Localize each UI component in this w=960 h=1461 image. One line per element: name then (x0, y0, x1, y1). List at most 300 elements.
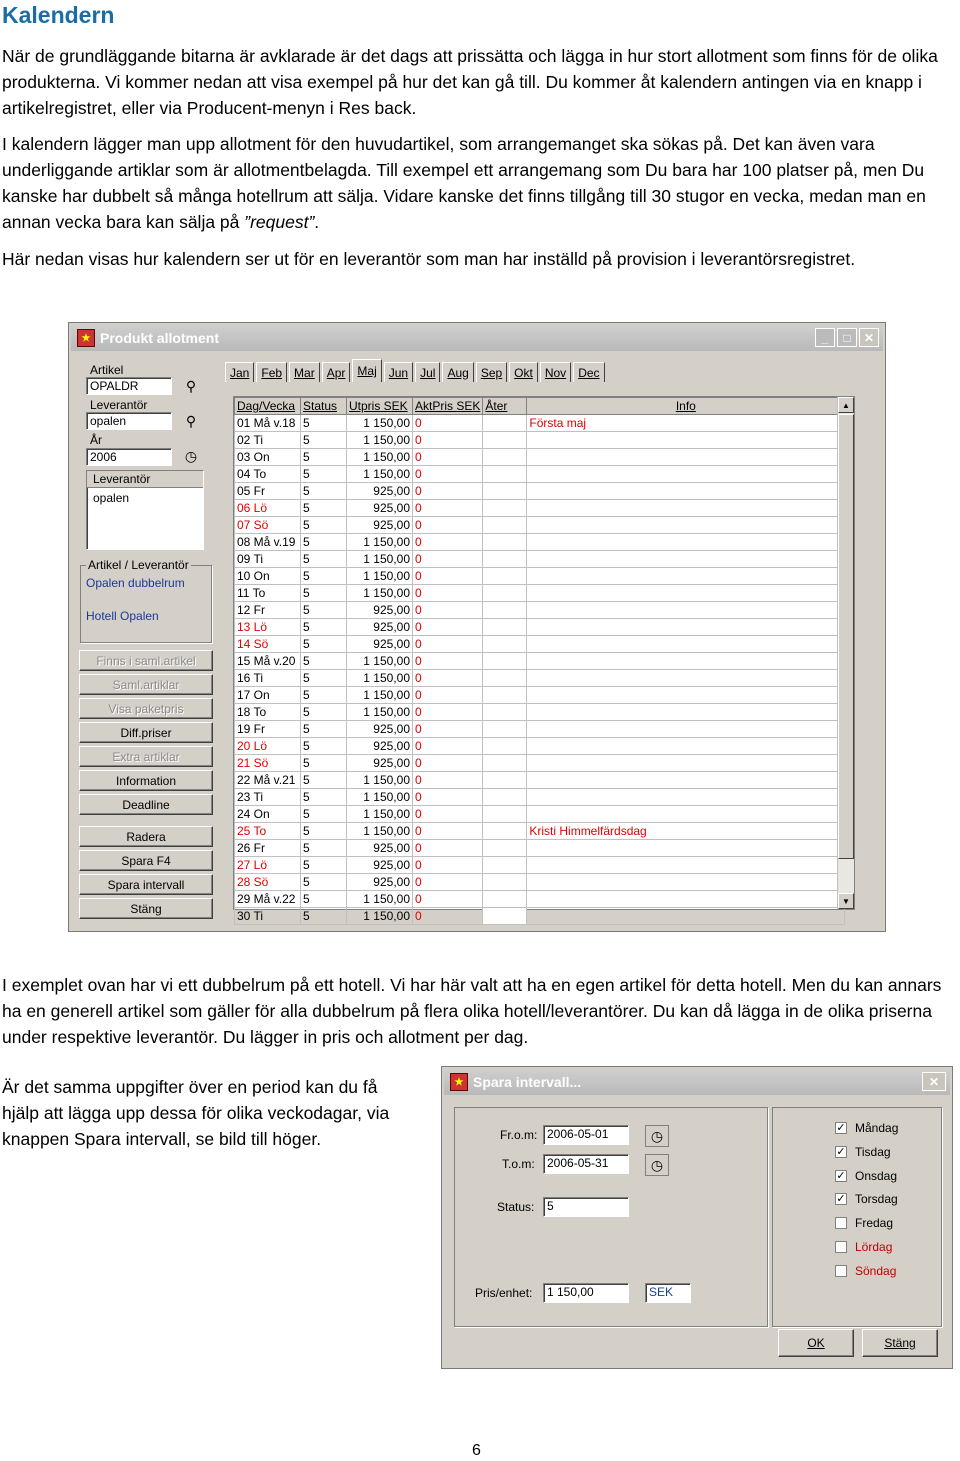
dialog-titlebar[interactable] (444, 1069, 950, 1095)
table-cell[interactable] (483, 483, 527, 500)
table-cell[interactable]: 5 (301, 806, 347, 823)
column-header[interactable]: Info (527, 398, 845, 415)
table-row[interactable] (235, 415, 845, 432)
table-cell[interactable]: 1 150,00 (347, 568, 413, 585)
table-cell[interactable]: 24 On (235, 806, 301, 823)
table-cell[interactable]: 1 150,00 (347, 789, 413, 806)
table-cell[interactable] (527, 687, 845, 704)
table-cell[interactable]: 0 (413, 653, 483, 670)
leverantor-list[interactable] (86, 470, 204, 550)
table-cell[interactable] (483, 449, 527, 466)
group-title: Artikel / Leverantör (88, 558, 189, 572)
table-cell[interactable]: 0 (413, 823, 483, 840)
weekday-checkbox[interactable] (835, 1216, 893, 1230)
table-row[interactable] (235, 908, 845, 925)
table-cell[interactable] (483, 534, 527, 551)
table-row[interactable] (235, 568, 845, 585)
table-row[interactable] (235, 466, 845, 483)
table-cell[interactable]: 0 (413, 874, 483, 891)
table-cell[interactable] (483, 653, 527, 670)
table-row[interactable] (235, 534, 845, 551)
table-cell[interactable] (483, 840, 527, 857)
table-cell[interactable]: 0 (413, 500, 483, 517)
table-cell[interactable]: 09 Ti (235, 551, 301, 568)
table-cell[interactable]: 1 150,00 (347, 551, 413, 568)
table-cell[interactable] (483, 908, 527, 925)
table-cell[interactable]: 5 (301, 585, 347, 602)
table-cell[interactable]: 925,00 (347, 602, 413, 619)
scroll-up-arrow[interactable]: ▲ (838, 397, 854, 413)
app-icon: ★ (450, 1073, 468, 1091)
table-cell[interactable]: 19 Fr (235, 721, 301, 738)
table-cell[interactable]: 14 Sö (235, 636, 301, 653)
price-label: Pris/enhet: (475, 1286, 533, 1300)
table-cell[interactable] (483, 432, 527, 449)
table-cell[interactable] (527, 653, 845, 670)
table-row[interactable] (235, 483, 845, 500)
checkbox-box[interactable]: ✓ (836, 1169, 846, 1182)
table-cell[interactable] (527, 806, 845, 823)
table-cell[interactable]: 5 (301, 466, 347, 483)
weekday-label: Måndag (855, 1121, 899, 1135)
table-cell[interactable]: 0 (413, 857, 483, 874)
table-cell[interactable]: 0 (413, 687, 483, 704)
table-cell[interactable]: 20 Lö (235, 738, 301, 755)
side-button[interactable]: Finns i saml.artikel (79, 650, 213, 671)
table-cell[interactable]: 0 (413, 449, 483, 466)
table-cell[interactable]: 5 (301, 874, 347, 891)
column-header[interactable]: Status (301, 398, 347, 415)
tab-month[interactable]: Jan (225, 362, 254, 382)
side-button[interactable]: Extra artiklar (79, 746, 213, 767)
table-cell[interactable]: 5 (301, 789, 347, 806)
table-cell[interactable]: 5 (301, 755, 347, 772)
table-cell[interactable]: 5 (301, 738, 347, 755)
table-cell[interactable]: 28 Sö (235, 874, 301, 891)
table-cell[interactable] (483, 415, 527, 432)
table-row[interactable] (235, 738, 845, 755)
table-cell[interactable]: 30 Ti (235, 908, 301, 925)
side-button[interactable]: Saml.artiklar (79, 674, 213, 695)
tab-month[interactable]: Maj (352, 359, 381, 382)
table-row[interactable] (235, 891, 845, 908)
table-cell[interactable]: 925,00 (347, 517, 413, 534)
allotment-grid[interactable] (233, 396, 855, 923)
leverantor-list-item[interactable]: opalen (93, 491, 130, 505)
table-cell[interactable] (483, 585, 527, 602)
table-cell[interactable]: 5 (301, 517, 347, 534)
table-cell[interactable] (527, 738, 845, 755)
table-cell[interactable]: 1 150,00 (347, 670, 413, 687)
clock-icon[interactable]: ◷ (184, 447, 198, 464)
clock-icon[interactable]: ◷ (645, 1125, 669, 1147)
table-cell[interactable]: 1 150,00 (347, 908, 413, 925)
table-cell[interactable] (527, 755, 845, 772)
close-button[interactable]: ✕ (859, 328, 879, 347)
table-row[interactable] (235, 755, 845, 772)
table-cell[interactable]: 1 150,00 (347, 585, 413, 602)
table-cell[interactable]: 0 (413, 466, 483, 483)
table-cell[interactable]: 0 (413, 517, 483, 534)
table-row[interactable] (235, 500, 845, 517)
from-date-input[interactable]: 2006-05-01 (543, 1125, 629, 1145)
table-cell[interactable]: 925,00 (347, 755, 413, 772)
checkbox-box[interactable]: ✓ (836, 1193, 846, 1206)
table-row[interactable] (235, 432, 845, 449)
table-cell[interactable] (483, 704, 527, 721)
table-cell[interactable]: 5 (301, 432, 347, 449)
table-cell[interactable]: 02 Ti (235, 432, 301, 449)
side-button[interactable]: Diff.priser (79, 722, 213, 743)
checkbox-box[interactable] (835, 1217, 847, 1229)
table-cell[interactable] (483, 857, 527, 874)
table-cell[interactable]: 1 150,00 (347, 891, 413, 908)
table-cell[interactable]: 5 (301, 704, 347, 721)
side-button[interactable]: Radera (79, 826, 213, 847)
table-cell[interactable]: 925,00 (347, 874, 413, 891)
table-cell[interactable]: 5 (301, 670, 347, 687)
table-cell[interactable]: 15 Må v.20 (235, 653, 301, 670)
table-cell[interactable]: 5 (301, 636, 347, 653)
table-cell[interactable]: 04 To (235, 466, 301, 483)
table-cell[interactable]: 5 (301, 908, 347, 925)
weekday-label: Söndag (855, 1263, 897, 1278)
page-number: 6 (472, 1442, 481, 1459)
tab-month[interactable]: Apr (322, 362, 351, 382)
table-row[interactable] (235, 857, 845, 874)
table-row[interactable] (235, 449, 845, 466)
table-cell[interactable]: 5 (301, 483, 347, 500)
table-cell[interactable]: 5 (301, 500, 347, 517)
table-cell[interactable]: 0 (413, 755, 483, 772)
table-cell[interactable]: 5 (301, 772, 347, 789)
window-titlebar[interactable] (71, 325, 883, 351)
minimize-button[interactable]: _ (815, 328, 835, 347)
tab-month[interactable]: Okt (509, 362, 538, 382)
table-cell[interactable]: 0 (413, 840, 483, 857)
artikel-input[interactable]: OPALDR (86, 377, 172, 395)
weekday-label: Tisdag (855, 1144, 891, 1159)
table-cell[interactable] (483, 602, 527, 619)
side-button[interactable]: Information (79, 770, 213, 791)
table-cell[interactable] (527, 704, 845, 721)
side-button[interactable]: Spara F4 (79, 850, 213, 871)
maximize-button[interactable]: □ (837, 328, 857, 347)
table-cell[interactable]: 5 (301, 534, 347, 551)
table-cell[interactable]: 0 (413, 585, 483, 602)
table-cell[interactable]: 0 (413, 772, 483, 789)
table-cell[interactable]: 1 150,00 (347, 534, 413, 551)
table-cell[interactable] (527, 534, 845, 551)
table-cell[interactable]: 21 Sö (235, 755, 301, 772)
allotment-paragraph-text: I kalendern lägger man upp allotment för den huvudartikel, som arrangemanget ska sökas på. Det kan även vara underliggande artiklar som är allotmentbelagda. Till exempel ett arrangemang som Du bara har 100 platser på, men Du kanske har dubbelt så många hotellrum att sälja. Vidare kanske det finns tillgång till 30 stugor en vecka, medan man en annan vecka bara kan sälja på (2, 134, 926, 232)
table-cell[interactable]: 925,00 (347, 483, 413, 500)
table-row[interactable] (235, 636, 845, 653)
clock-icon[interactable]: ◷ (645, 1154, 669, 1176)
table-cell[interactable] (483, 670, 527, 687)
close-button[interactable]: ✕ (922, 1072, 946, 1091)
table-cell[interactable]: 5 (301, 891, 347, 908)
table-cell[interactable]: 0 (413, 602, 483, 619)
table-cell[interactable]: 11 To (235, 585, 301, 602)
table-cell[interactable] (483, 636, 527, 653)
checkbox-box[interactable]: ✓ (836, 1145, 846, 1158)
tab-month[interactable]: Aug (442, 362, 473, 382)
table-row[interactable] (235, 704, 845, 721)
tab-month[interactable]: Jun (384, 362, 413, 382)
table-cell[interactable]: 03 On (235, 449, 301, 466)
checkbox-box[interactable] (835, 1265, 847, 1277)
table-row[interactable] (235, 721, 845, 738)
side-button[interactable]: Spara intervall (79, 874, 213, 895)
table-cell[interactable] (483, 755, 527, 772)
ar-input[interactable]: 2006 (86, 448, 172, 466)
allotment-paragraph-end: . (314, 212, 320, 232)
example-paragraph: I exemplet ovan har vi ett dubbelrum på ett hotell. Vi har här valt att ha en egen artikel för detta hotell. Men du kan annars ha en generell artikel som gäller för alla dubbelrum på flera olika hotell/leverantörer. Du kan då lägga in de olika priserna under respektive leverantör. Du lägger in pris och allotment per dag. (2, 975, 942, 1047)
column-header[interactable]: AktPris SEK (413, 398, 483, 415)
table-cell[interactable] (483, 806, 527, 823)
table-cell[interactable] (483, 874, 527, 891)
table-cell[interactable]: 5 (301, 687, 347, 704)
table-cell[interactable] (527, 619, 845, 636)
table-row[interactable] (235, 653, 845, 670)
to-date-input[interactable]: 2006-05-31 (543, 1154, 629, 1174)
ar-label: År (90, 433, 102, 447)
status-label: Status: (497, 1200, 535, 1214)
column-header[interactable]: Dag/Vecka (235, 398, 301, 415)
leverantor-input[interactable]: opalen (86, 412, 172, 430)
price-input[interactable]: 1 150,00 (543, 1283, 629, 1303)
weekday-checkbox[interactable] (835, 1169, 897, 1183)
table-cell[interactable] (527, 500, 845, 517)
table-cell[interactable]: 0 (413, 415, 483, 432)
table-cell[interactable]: 5 (301, 449, 347, 466)
table-cell[interactable]: 5 (301, 857, 347, 874)
table-cell[interactable]: 0 (413, 483, 483, 500)
tab-month[interactable]: Dec (573, 362, 604, 382)
table-cell[interactable] (527, 908, 845, 925)
tab-month[interactable]: Sep (476, 362, 507, 382)
table-cell[interactable]: 12 Fr (235, 602, 301, 619)
table-row[interactable] (235, 772, 845, 789)
table-cell[interactable] (483, 619, 527, 636)
table-cell[interactable] (483, 789, 527, 806)
table-cell[interactable]: 1 150,00 (347, 823, 413, 840)
side-button[interactable]: Deadline (79, 794, 213, 815)
table-cell[interactable] (527, 466, 845, 483)
table-cell[interactable]: 925,00 (347, 857, 413, 874)
table-cell[interactable] (527, 483, 845, 500)
table-cell[interactable]: 925,00 (347, 721, 413, 738)
table-cell[interactable]: 0 (413, 806, 483, 823)
table-cell[interactable]: Kristi Himmelfärdsdag (527, 823, 845, 840)
weekday-checkbox[interactable] (835, 1240, 892, 1254)
page-heading: Kalendern (2, 2, 115, 28)
table-cell[interactable]: 5 (301, 653, 347, 670)
table-cell[interactable]: 0 (413, 551, 483, 568)
table-cell[interactable]: 06 Lö (235, 500, 301, 517)
scroll-thumb[interactable] (838, 414, 854, 859)
table-cell[interactable]: 0 (413, 568, 483, 585)
table-cell[interactable]: 1 150,00 (347, 449, 413, 466)
table-row[interactable] (235, 789, 845, 806)
table-cell[interactable]: 0 (413, 670, 483, 687)
status-input[interactable]: 5 (543, 1197, 629, 1217)
table-cell[interactable] (483, 551, 527, 568)
table-row[interactable] (235, 602, 845, 619)
tab-month[interactable]: Mar (289, 362, 320, 382)
table-cell[interactable] (483, 466, 527, 483)
table-cell[interactable]: Första maj (527, 415, 845, 432)
table-cell[interactable]: 22 Må v.21 (235, 772, 301, 789)
tab-month[interactable]: Jul (415, 362, 440, 382)
table-cell[interactable] (483, 517, 527, 534)
table-cell[interactable] (527, 517, 845, 534)
table-cell[interactable]: 0 (413, 721, 483, 738)
table-cell[interactable]: 1 150,00 (347, 653, 413, 670)
table-cell[interactable]: 0 (413, 534, 483, 551)
weekday-checkbox[interactable] (835, 1121, 898, 1135)
table-row[interactable] (235, 840, 845, 857)
table-cell[interactable] (527, 874, 845, 891)
table-cell[interactable]: 1 150,00 (347, 806, 413, 823)
vertical-scrollbar[interactable] (837, 397, 854, 909)
interval-paragraph: Är det samma uppgifter över en period kan du få hjälp att lägga upp dessa för olika veckodagar, via knappen Spara intervall, se bild till höger. (2, 1077, 390, 1149)
table-cell[interactable]: 26 Fr (235, 840, 301, 857)
table-cell[interactable] (527, 721, 845, 738)
binoculars-icon[interactable]: ⚲ (185, 377, 197, 394)
table-cell[interactable]: 5 (301, 619, 347, 636)
table-cell[interactable]: 0 (413, 891, 483, 908)
ok-button[interactable]: OK (778, 1329, 854, 1357)
app-icon: ★ (77, 329, 95, 347)
table-cell[interactable]: 925,00 (347, 840, 413, 857)
table-cell[interactable]: 23 Ti (235, 789, 301, 806)
table-cell[interactable] (527, 891, 845, 908)
checkbox-box[interactable] (835, 1241, 847, 1253)
binoculars-icon[interactable]: ⚲ (185, 412, 197, 429)
table-cell[interactable]: 1 150,00 (347, 466, 413, 483)
table-row[interactable] (235, 517, 845, 534)
side-button[interactable]: Visa paketpris (79, 698, 213, 719)
column-header[interactable]: Utpris SEK (347, 398, 413, 415)
scroll-down-arrow[interactable]: ▼ (838, 893, 854, 909)
weekday-checkbox[interactable] (835, 1264, 896, 1278)
table-cell[interactable] (483, 772, 527, 789)
table-cell[interactable]: 5 (301, 602, 347, 619)
table-cell[interactable] (527, 585, 845, 602)
table-cell[interactable]: 0 (413, 704, 483, 721)
table-cell[interactable]: 1 150,00 (347, 415, 413, 432)
table-cell[interactable]: 25 To (235, 823, 301, 840)
table-cell[interactable]: 0 (413, 432, 483, 449)
table-row[interactable] (235, 670, 845, 687)
checkbox-box[interactable]: ✓ (836, 1122, 846, 1134)
table-cell[interactable]: 10 On (235, 568, 301, 585)
table-cell[interactable]: 27 Lö (235, 857, 301, 874)
weekday-label: Onsdag (855, 1168, 898, 1183)
table-cell[interactable]: 08 Må v.19 (235, 534, 301, 551)
table-cell[interactable]: 07 Sö (235, 517, 301, 534)
table-cell[interactable]: 5 (301, 415, 347, 432)
table-cell[interactable] (483, 823, 527, 840)
table-row[interactable] (235, 551, 845, 568)
table-cell[interactable] (483, 891, 527, 908)
table-cell[interactable]: 1 150,00 (347, 687, 413, 704)
table-cell[interactable] (483, 687, 527, 704)
intro-paragraph: När de grundläggande bitarna är avklarade är det dags att prissätta och lägga in hur stort allotment som finns för de olika produkterna. Vi kommer nedan att visa exempel på hur det kan gå till. Du kommer åt kalendern antingen via en knapp i artikelregistret, eller via Producent-menyn i Res back. (2, 46, 938, 118)
table-cell[interactable]: 0 (413, 619, 483, 636)
tab-month[interactable]: Nov (540, 362, 571, 382)
table-cell[interactable]: 13 Lö (235, 619, 301, 636)
table-cell[interactable]: 0 (413, 789, 483, 806)
table-cell[interactable] (527, 432, 845, 449)
table-cell[interactable]: 05 Fr (235, 483, 301, 500)
table-cell[interactable]: 0 (413, 636, 483, 653)
table-cell[interactable]: 5 (301, 823, 347, 840)
table-cell[interactable] (527, 857, 845, 874)
table-row[interactable] (235, 823, 845, 840)
table-cell[interactable]: 16 Ti (235, 670, 301, 687)
table-cell[interactable] (527, 670, 845, 687)
table-cell[interactable] (527, 568, 845, 585)
table-cell[interactable]: 0 (413, 738, 483, 755)
table-cell[interactable]: 925,00 (347, 619, 413, 636)
side-button[interactable]: Stäng (79, 898, 213, 919)
table-cell[interactable]: 5 (301, 840, 347, 857)
table-cell[interactable] (483, 568, 527, 585)
table-cell[interactable] (483, 738, 527, 755)
table-cell[interactable]: 1 150,00 (347, 772, 413, 789)
table-cell[interactable]: 925,00 (347, 636, 413, 653)
table-cell[interactable]: 18 To (235, 704, 301, 721)
table-cell[interactable]: 01 Må v.18 (235, 415, 301, 432)
table-cell[interactable]: 5 (301, 721, 347, 738)
table-cell[interactable]: 5 (301, 551, 347, 568)
table-cell[interactable] (527, 789, 845, 806)
table-cell[interactable]: 925,00 (347, 500, 413, 517)
table-cell[interactable]: 5 (301, 568, 347, 585)
table-row[interactable] (235, 619, 845, 636)
close-dialog-button[interactable]: Stäng (862, 1329, 938, 1357)
table-row[interactable] (235, 874, 845, 891)
table-cell[interactable] (527, 449, 845, 466)
table-cell[interactable]: 1 150,00 (347, 432, 413, 449)
table-row[interactable] (235, 687, 845, 704)
allotment-paragraph (2, 131, 957, 235)
column-header[interactable]: Åter (483, 398, 527, 415)
from-label: Fr.o.m: (500, 1128, 538, 1142)
table-cell[interactable]: 1 150,00 (347, 704, 413, 721)
table-cell[interactable] (483, 721, 527, 738)
table-cell[interactable]: 0 (413, 908, 483, 925)
weekday-checkbox[interactable] (835, 1145, 891, 1159)
table-row[interactable] (235, 806, 845, 823)
to-label: T.o.m: (502, 1157, 535, 1171)
table-cell[interactable] (527, 840, 845, 857)
tab-month[interactable]: Feb (256, 362, 287, 382)
table-cell[interactable] (527, 551, 845, 568)
table-row[interactable] (235, 585, 845, 602)
table-cell[interactable]: 925,00 (347, 738, 413, 755)
table-cell[interactable] (527, 636, 845, 653)
weekday-checkbox[interactable] (835, 1192, 898, 1206)
table-cell[interactable] (527, 772, 845, 789)
table-cell[interactable]: 29 Må v.22 (235, 891, 301, 908)
table-cell[interactable]: 17 On (235, 687, 301, 704)
table-cell[interactable] (527, 602, 845, 619)
table-cell[interactable] (483, 500, 527, 517)
